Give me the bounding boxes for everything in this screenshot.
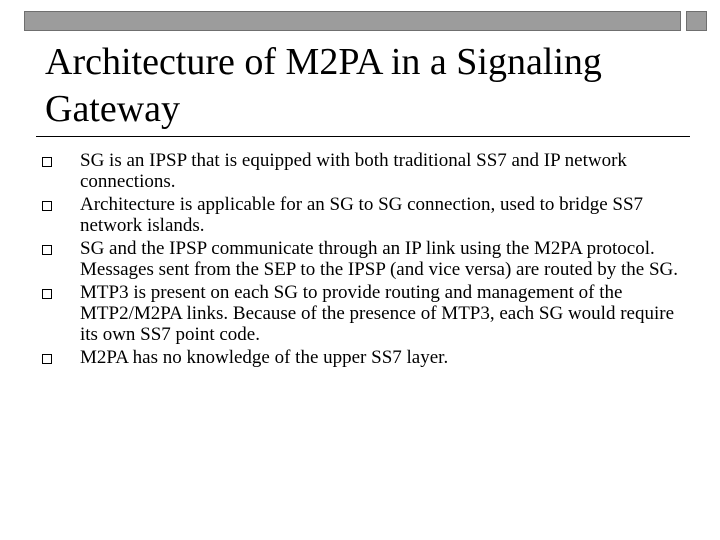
bullet-item (42, 282, 687, 346)
bullet-text: M2PA has no knowledge of the upper SS7 layer. (80, 346, 449, 368)
square-bullet-icon (42, 157, 52, 167)
header-decoration-bar (24, 11, 681, 31)
square-bullet-icon (42, 201, 52, 211)
bullet-text: SG is an IPSP that is equipped with both traditional SS7 and IP network connections. (80, 150, 627, 193)
bullet-item (42, 150, 687, 192)
bullet-item (42, 238, 687, 280)
bullet-text: SG and the IPSP communicate through an IP link using the M2PA protocol. Messages sent from the SEP to the IPSP (and vice versa) are routed by the SG. (80, 237, 679, 281)
title-divider (36, 136, 690, 137)
square-bullet-icon (42, 289, 52, 299)
square-bullet-icon (42, 245, 52, 255)
bullet-text: Architecture is applicable for an SG to SG connection, used to bridge SS7 network islands. (80, 193, 644, 237)
bullet-list (42, 150, 687, 370)
header-corner-square (686, 11, 707, 31)
slide-title: Architecture of M2PA in a Signaling Gateway (45, 41, 602, 130)
bullet-item (42, 347, 687, 368)
bullet-item (42, 194, 687, 236)
square-bullet-icon (42, 354, 52, 364)
bullet-text: MTP3 is present on each SG to provide routing and management of the MTP2/M2PA links. Because of the presence of MTP3, each SG would require its own SS7 point code. (80, 281, 675, 346)
